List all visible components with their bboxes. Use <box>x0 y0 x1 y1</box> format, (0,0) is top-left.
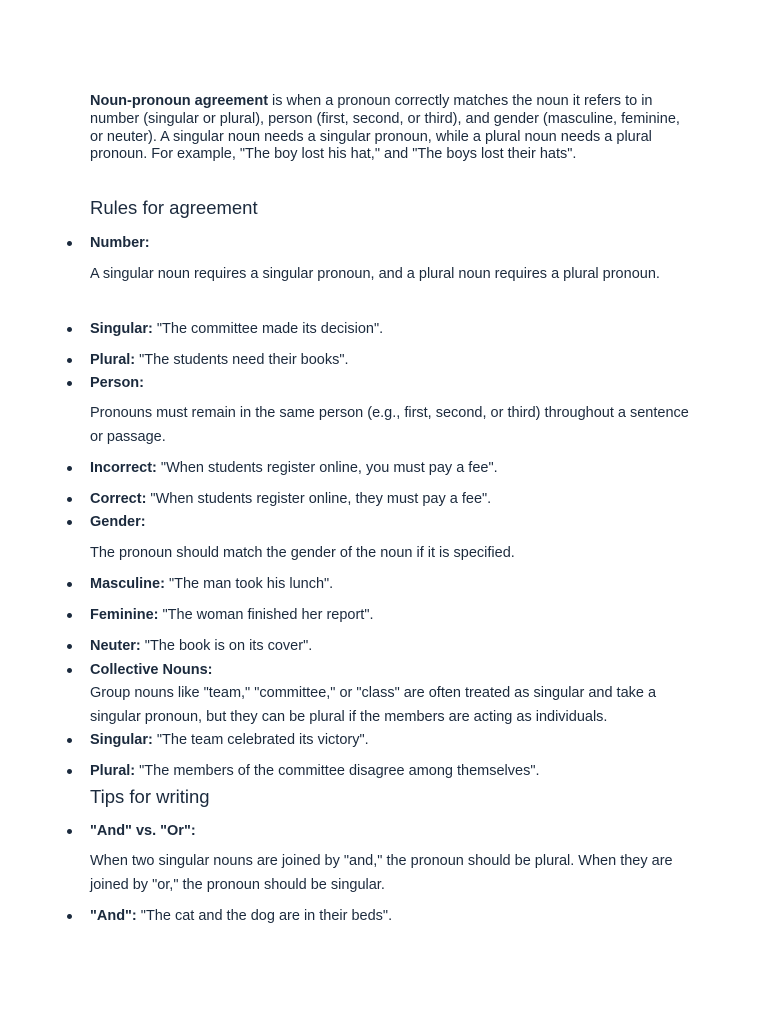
gender-neuter-label: Neuter: <box>90 638 141 654</box>
gender-description: The pronoun should match the gender of the noun if it is specified. <box>90 545 515 561</box>
person-correct-text: "When students register online, they must pay a fee". <box>146 491 492 507</box>
gender-masculine-text: "The man took his lunch". <box>164 576 334 592</box>
gender-neuter-text: "The book is on its cover". <box>140 638 313 654</box>
number-plural-text: "The students need their books". <box>135 352 349 368</box>
list-item-gender-neuter <box>90 637 690 655</box>
intro-text: is when a pronoun correctly matches the noun it refers to in number (singular or plural), person (first, second, or third), and gender (masculine, feminine, or neuter). A singular noun needs a singular pronoun, while a plural noun needs a plural pronoun. For example, "The boy lost his hat," and "The boys lost their hats". <box>90 93 680 163</box>
collective-singular-label: Singular: <box>90 732 153 748</box>
collective-plural-label: Plural: <box>90 763 136 779</box>
gender-feminine-text: "The woman finished her report". <box>158 607 374 623</box>
number-plural-label: Plural: <box>90 352 136 368</box>
intro-paragraph <box>90 93 690 164</box>
list-item-collective-singular <box>90 731 690 749</box>
list-item-collective-plural <box>90 762 690 780</box>
list-item-number-plural <box>90 351 690 369</box>
person-description: Pronouns must remain in the same person (e.g., first, second, or third) throughout a sentence or passage. <box>90 405 689 445</box>
list-item-and-or <box>90 822 690 840</box>
list-item-and <box>90 907 690 925</box>
gender-feminine-label: Feminine: <box>90 607 159 623</box>
rules-heading: Rules for agreement <box>90 197 258 218</box>
gender-masculine-label: Masculine: <box>90 576 165 592</box>
number-title: Number: <box>90 235 150 251</box>
collective-plural-text: "The members of the committee disagree among themselves". <box>135 763 540 779</box>
person-correct-label: Correct: <box>90 491 147 507</box>
tips-heading: Tips for writing <box>90 786 210 807</box>
person-incorrect-label: Incorrect: <box>90 460 157 476</box>
and-label: "And": <box>90 908 137 924</box>
and-or-description: When two singular nouns are joined by "and," the pronoun should be plural. When they are joined by "or," the pronoun should be singular. <box>90 853 673 893</box>
collective-description: Group nouns like "team," "committee," or "class" are often treated as singular and take a singular pronoun, but they can be plural if the members are acting as individuals. <box>90 685 657 725</box>
list-item-number-singular <box>90 320 690 338</box>
list-item-person-incorrect <box>90 459 690 477</box>
list-item-person <box>90 374 690 392</box>
person-title: Person: <box>90 375 144 391</box>
intro-term: Noun-pronoun agreement <box>90 93 269 109</box>
list-item-gender-feminine <box>90 606 690 624</box>
list-item-number <box>90 234 690 252</box>
gender-title: Gender: <box>90 514 146 530</box>
person-incorrect-text: "When students register online, you must pay a fee". <box>156 460 498 476</box>
collective-singular-text: "The team celebrated its victory". <box>152 732 369 748</box>
and-or-title: "And" vs. "Or": <box>90 823 196 839</box>
list-item-collective <box>90 661 690 679</box>
number-singular-text: "The committee made its decision". <box>152 321 384 337</box>
list-item-gender <box>90 513 690 531</box>
collective-title: Collective Nouns: <box>90 662 213 678</box>
list-item-gender-masculine <box>90 575 690 593</box>
number-singular-label: Singular: <box>90 321 153 337</box>
number-description: A singular noun requires a singular pronoun, and a plural noun requires a plural pronoun. <box>90 266 660 282</box>
list-item-person-correct <box>90 490 690 508</box>
and-text: "The cat and the dog are in their beds". <box>136 908 393 924</box>
